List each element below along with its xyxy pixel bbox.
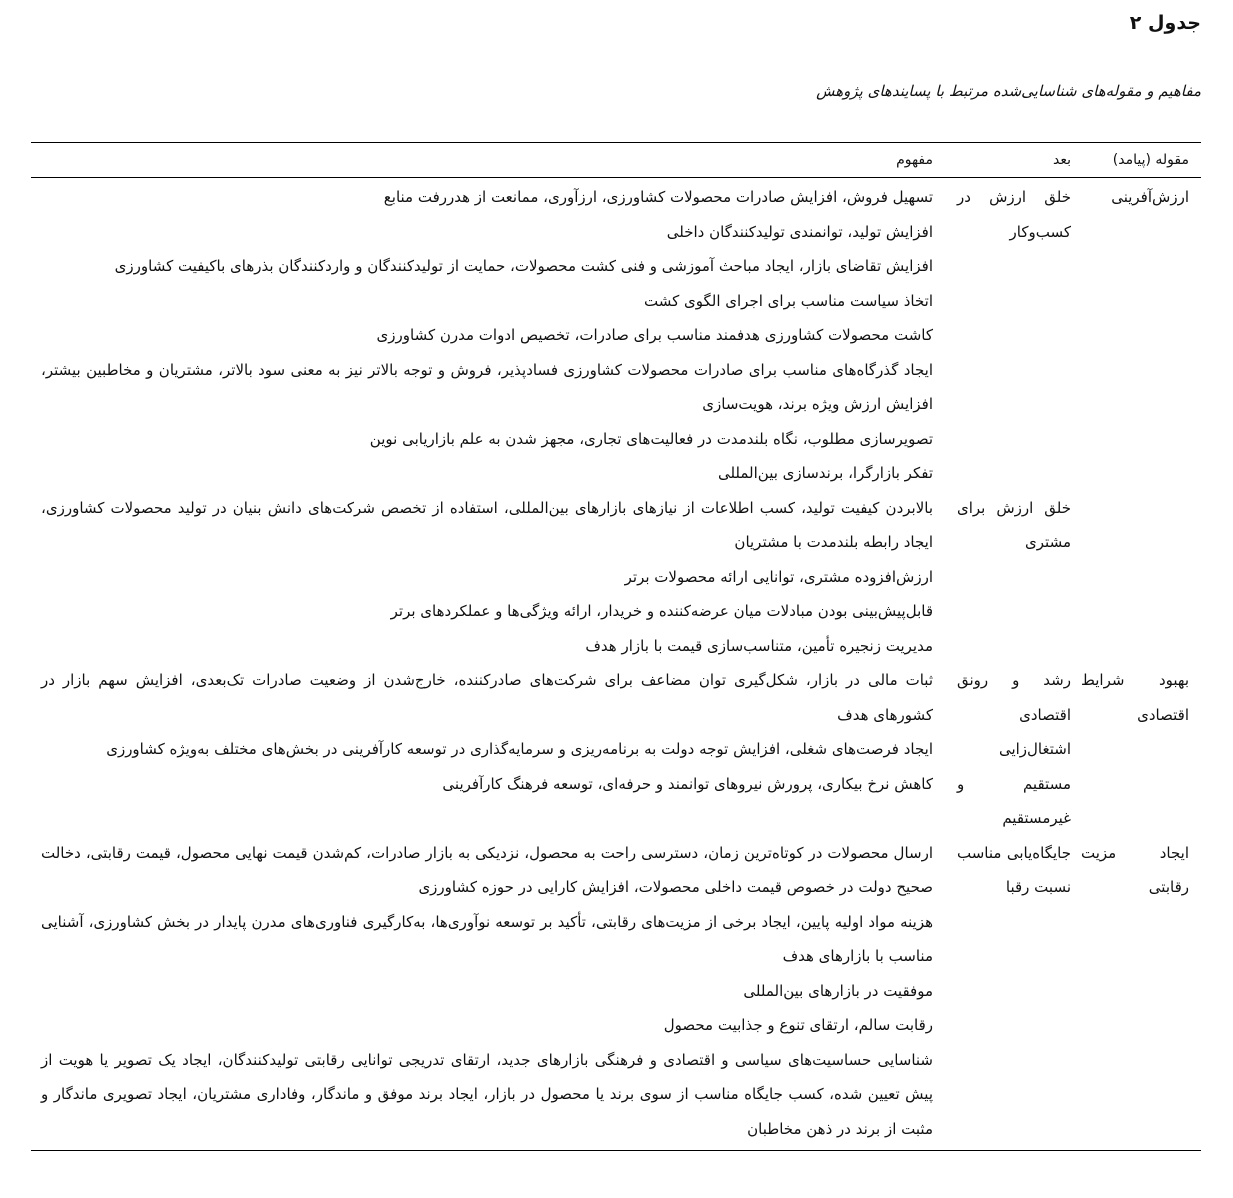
concept-item: شناسایی حساسیت‌های سیاسی و اقتصادی و فرهنگی بازارهای جدید، ارتقای تدریجی توانایی رقابتی تولیدکنندگان، ایجاد یک تصویر یا هویت از پیش تعیین شده، کسب جایگاه مناسب از سوی برند یا محصول در بازار، ایجاد برند موفق و ماندگار، وفاداری مشتریان، ایجاد تصویری ماندگار و مثبت از برند در ذهن مخاطبان xyxy=(41,1050,933,1138)
concept-item: بالابردن کیفیت تولید، کسب اطلاعات از نیازهای بازارهای بین‌المللی، استفاده از تخصص شرکت‌های دانش بنیان در تولید محصولات کشاورزی، ایجاد رابطه بلندمدت با مشتریان xyxy=(41,498,933,551)
category-cell: بهبود شرایط اقتصادی xyxy=(1081,671,1189,724)
dimension-cell: جایگاه‌یابی مناسب نسبت رقبا xyxy=(957,843,1071,896)
concept-item: ایجاد فرصت‌های شغلی، افزایش توجه دولت به برنامه‌ریزی و سرمایه‌گذاری در توسعه کارآفرینی در بخش‌های مختلف به‌ویژه کشاورزی xyxy=(106,740,933,758)
concept-item: ارسال محصولات در کوتاه‌ترین زمان، دسترسی راحت به محصول، نزدیکی به بازار صادرات، کم‌شدن قیمت نهایی محصول، قیمت رقابتی، دخالت صحیح دولت در خصوص قیمت داخلی محصولات، افزایش کارایی در حوزه کشاورزی xyxy=(41,843,933,896)
table-row xyxy=(31,180,1201,491)
concept-item: ایجاد گذرگاه‌های مناسب برای صادرات محصولات کشاورزی فسادپذیر، فروش و توجه بالاتر نیز به معنی سود بالاتر، مشتریان و مخاطبین بیشتر، افزایش ارزش ویژه برند، هویت‌سازی xyxy=(41,360,933,413)
header-category: مقوله (پیامد) xyxy=(1112,152,1189,168)
concepts-table xyxy=(31,142,1201,1151)
concept-list xyxy=(31,836,943,1147)
concept-item: رقابت سالم، ارتقای تنوع و جذابیت محصول xyxy=(663,1016,933,1034)
header-concept: مفهوم xyxy=(896,152,933,168)
concept-item: کاشت محصولات کشاورزی هدفمند مناسب برای صادرات، تخصیص ادوات مدرن کشاورزی xyxy=(376,326,933,344)
table-row xyxy=(31,491,1201,664)
table-body xyxy=(31,178,1201,1150)
concept-item: تصویرسازی مطلوب، نگاه بلندمدت در فعالیت‌های تجاری، مجهز شدن به علم بازاریابی نوین xyxy=(369,429,933,448)
dimension-cell: خلق ارزش برای مشتری xyxy=(957,498,1071,551)
table-title: جدول ۲ xyxy=(1129,12,1201,34)
table-row xyxy=(31,836,1201,1147)
concept-item: تسهیل فروش، افزایش صادرات محصولات کشاورزی، ارزآوری، ممانعت از هدررفت منابع xyxy=(383,188,933,206)
header-dimension: بعد xyxy=(1053,152,1071,168)
concept-item: افزایش تقاضای بازار، ایجاد مباحث آموزشی و فنی کشت محصولات، حمایت از تولیدکنندگان و واردکنندگان بذرهای باکیفیت کشاورزی xyxy=(114,257,933,275)
concept-list xyxy=(31,491,943,664)
category-cell: ایجاد مزیت رقابتی xyxy=(1081,843,1189,896)
table-header-row xyxy=(31,143,1201,178)
concept-list xyxy=(31,663,943,801)
dimension-cell: رشد و رونق اقتصادی اشتغال‌زایی مستقیم و غیرمستقیم xyxy=(957,671,1071,827)
concept-item: ارزش‌افزوده مشتری، توانایی ارائه محصولات برتر xyxy=(624,567,933,586)
dimension-cell: خلق ارزش در کسب‌وکار xyxy=(957,188,1071,241)
concept-item: مدیریت زنجیره تأمین، متناسب‌سازی قیمت با بازار هدف xyxy=(585,636,933,655)
concept-item: ثبات مالی در بازار، شکل‌گیری توان مضاعف برای شرکت‌های صادرکننده، خارج‌شدن از وضعیت صادرات تک‌بعدی، افزایش سهم بازار در کشورهای هدف xyxy=(41,671,933,724)
table-caption: مفاهیم و مقوله‌های شناسایی‌شده مرتبط با پسایندهای پژوهش xyxy=(816,82,1201,100)
concept-item: افزایش تولید، توانمندی تولیدکنندگان داخلی xyxy=(666,222,933,241)
concept-item: قابل‌پیش‌بینی بودن مبادلات میان عرضه‌کننده و خریدار، ارائه ویژگی‌ها و عملکردهای برتر xyxy=(390,602,933,620)
concept-item: موفقیت در بازارهای بین‌المللی xyxy=(743,981,933,1000)
concept-list xyxy=(31,180,943,491)
concept-item: اتخاذ سیاست مناسب برای اجرای الگوی کشت xyxy=(643,291,933,310)
concept-item: تفکر بازارگرا، برندسازی بین‌المللی xyxy=(717,464,933,482)
category-cell: ارزش‌آفرینی xyxy=(1111,188,1189,206)
concept-item: کاهش نرخ بیکاری، پرورش نیروهای توانمند و حرفه‌ای، توسعه فرهنگ کارآفرینی xyxy=(442,774,933,793)
table-row xyxy=(31,663,1201,836)
concept-item: هزینه مواد اولیه پایین، ایجاد برخی از مزیت‌های رقابتی، تأکید بر توسعه نوآوری‌ها، به‌کارگیری فناوری‌های مدرن پایدار در بخش کشاورزی، آشنایی مناسب با بازارهای هدف xyxy=(41,912,933,965)
